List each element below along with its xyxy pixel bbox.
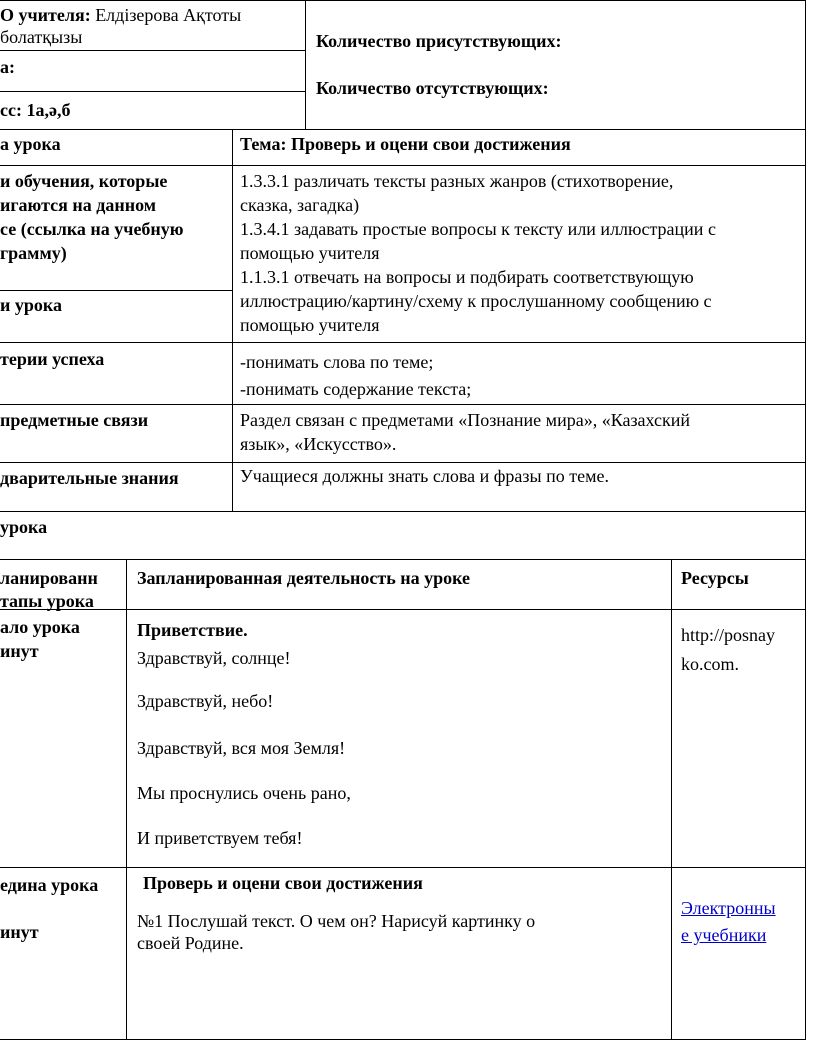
links-label: предметные связи	[0, 410, 149, 430]
topic-label: а урока	[0, 134, 61, 154]
table-border-bottom	[0, 1039, 806, 1040]
plan-row-line-2	[0, 867, 806, 868]
task-line-2: своей Родине.	[137, 933, 244, 953]
absent-count-label: Количество отсутствующих:	[316, 78, 549, 98]
row-line-topic	[0, 129, 806, 130]
prior-label: дварительные знания	[0, 468, 179, 488]
objectives-label-2: игаются на данном	[0, 195, 156, 215]
objectives-label-3: се (ссылка на учебную	[0, 219, 184, 239]
goals-label: и урока	[0, 295, 62, 315]
header-vertical-divider	[305, 0, 306, 130]
poem-line-3: Здравствуй, вся моя Земля!	[137, 738, 346, 758]
activity-header: Запланированная деятельность на уроке	[137, 568, 471, 588]
teacher-label: О учителя:	[0, 5, 91, 25]
objective-line-6: иллюстрацию/картину/схему к прослушанному сообщению с	[240, 291, 712, 311]
poem-line-4: Мы проснулись очень рано,	[137, 783, 351, 803]
poem-line-5: И приветствуем тебя!	[137, 828, 303, 848]
info-vertical-divider	[232, 129, 233, 512]
links-line-1: Раздел связан с предметами «Познание мира», «Казахский	[240, 410, 691, 430]
start-stage-1: ало урока	[0, 617, 80, 637]
date-label: а:	[0, 57, 15, 77]
objective-line-3: 1.3.4.1 задавать простые вопросы к тексту или иллюстрации с	[240, 219, 716, 239]
greeting-title: Приветствие.	[137, 620, 248, 640]
poem-line-1: Здравствуй, солнце!	[137, 648, 291, 668]
criteria-item-2: -понимать содержание текста;	[240, 379, 472, 399]
links-line-2: язык», «Искусство».	[240, 434, 397, 454]
stages-header-1: ланированн	[0, 568, 98, 588]
table-border-right	[805, 0, 806, 1040]
teacher-name: Елдізерова Ақтоты	[95, 5, 242, 25]
header-row-line-2	[0, 91, 306, 92]
teacher-line	[0, 3, 241, 27]
criteria-label: терии успеха	[0, 349, 105, 369]
textbook-link-line-1[interactable]: Электронны	[681, 898, 776, 918]
plan-vertical-2	[671, 559, 672, 1040]
teacher-name-cont: болатқызы	[0, 27, 83, 47]
row-line-course	[0, 511, 806, 512]
poem-line-2: Здравствуй, небо!	[137, 691, 274, 711]
plan-row-line-1	[0, 609, 806, 610]
middle-title: Проверь и оцени свои достижения	[143, 873, 423, 893]
objective-line-7: помощью учителя	[240, 315, 380, 335]
course-label: урока	[0, 517, 48, 537]
plan-top-line	[0, 559, 806, 560]
header-row-line-1	[0, 50, 306, 51]
row-line-criteria	[0, 342, 806, 343]
stages-header-2: тапы урока	[0, 591, 94, 611]
row-line-objectives	[0, 165, 806, 166]
plan-vertical-1	[126, 559, 127, 1040]
start-stage-2: инут	[0, 641, 39, 661]
topic-value: Тема: Проверь и оцени свои достижения	[240, 134, 571, 154]
present-count-label: Количество присутствующих:	[316, 31, 562, 51]
row-line-links	[0, 404, 806, 405]
start-resource-1: http://posnay	[681, 625, 775, 645]
row-line-goals	[0, 290, 233, 291]
table-border-top	[0, 0, 806, 1]
objective-line-5: 1.1.3.1 отвечать на вопросы и подбирать соответствующую	[240, 267, 694, 287]
resources-header: Ресурсы	[681, 568, 749, 588]
start-resource-2: ko.com.	[681, 654, 739, 674]
prior-value: Учащиеся должны знать слова и фразы по теме.	[240, 466, 609, 486]
objectives-label-1: и обучения, которые	[0, 171, 168, 191]
row-line-prior	[0, 462, 806, 463]
middle-stage-1: едина урока	[0, 875, 99, 895]
objective-line-4: помощью учителя	[240, 243, 380, 263]
middle-stage-2: инут	[0, 922, 39, 942]
objective-line-2: сказка, загадка)	[240, 195, 360, 215]
task-line-1: №1 Послушай текст. О чем он? Нарисуй картинку о	[137, 911, 536, 931]
textbook-link-line-2[interactable]: е учебники	[681, 925, 767, 945]
objective-line-1: 1.3.3.1 различать тексты разных жанров (стихотворение,	[240, 171, 674, 191]
criteria-item-1: -понимать слова по теме;	[240, 352, 434, 372]
class-label: сс: 1а,ә,б	[0, 100, 71, 120]
objectives-label-4: грамму)	[0, 243, 67, 263]
